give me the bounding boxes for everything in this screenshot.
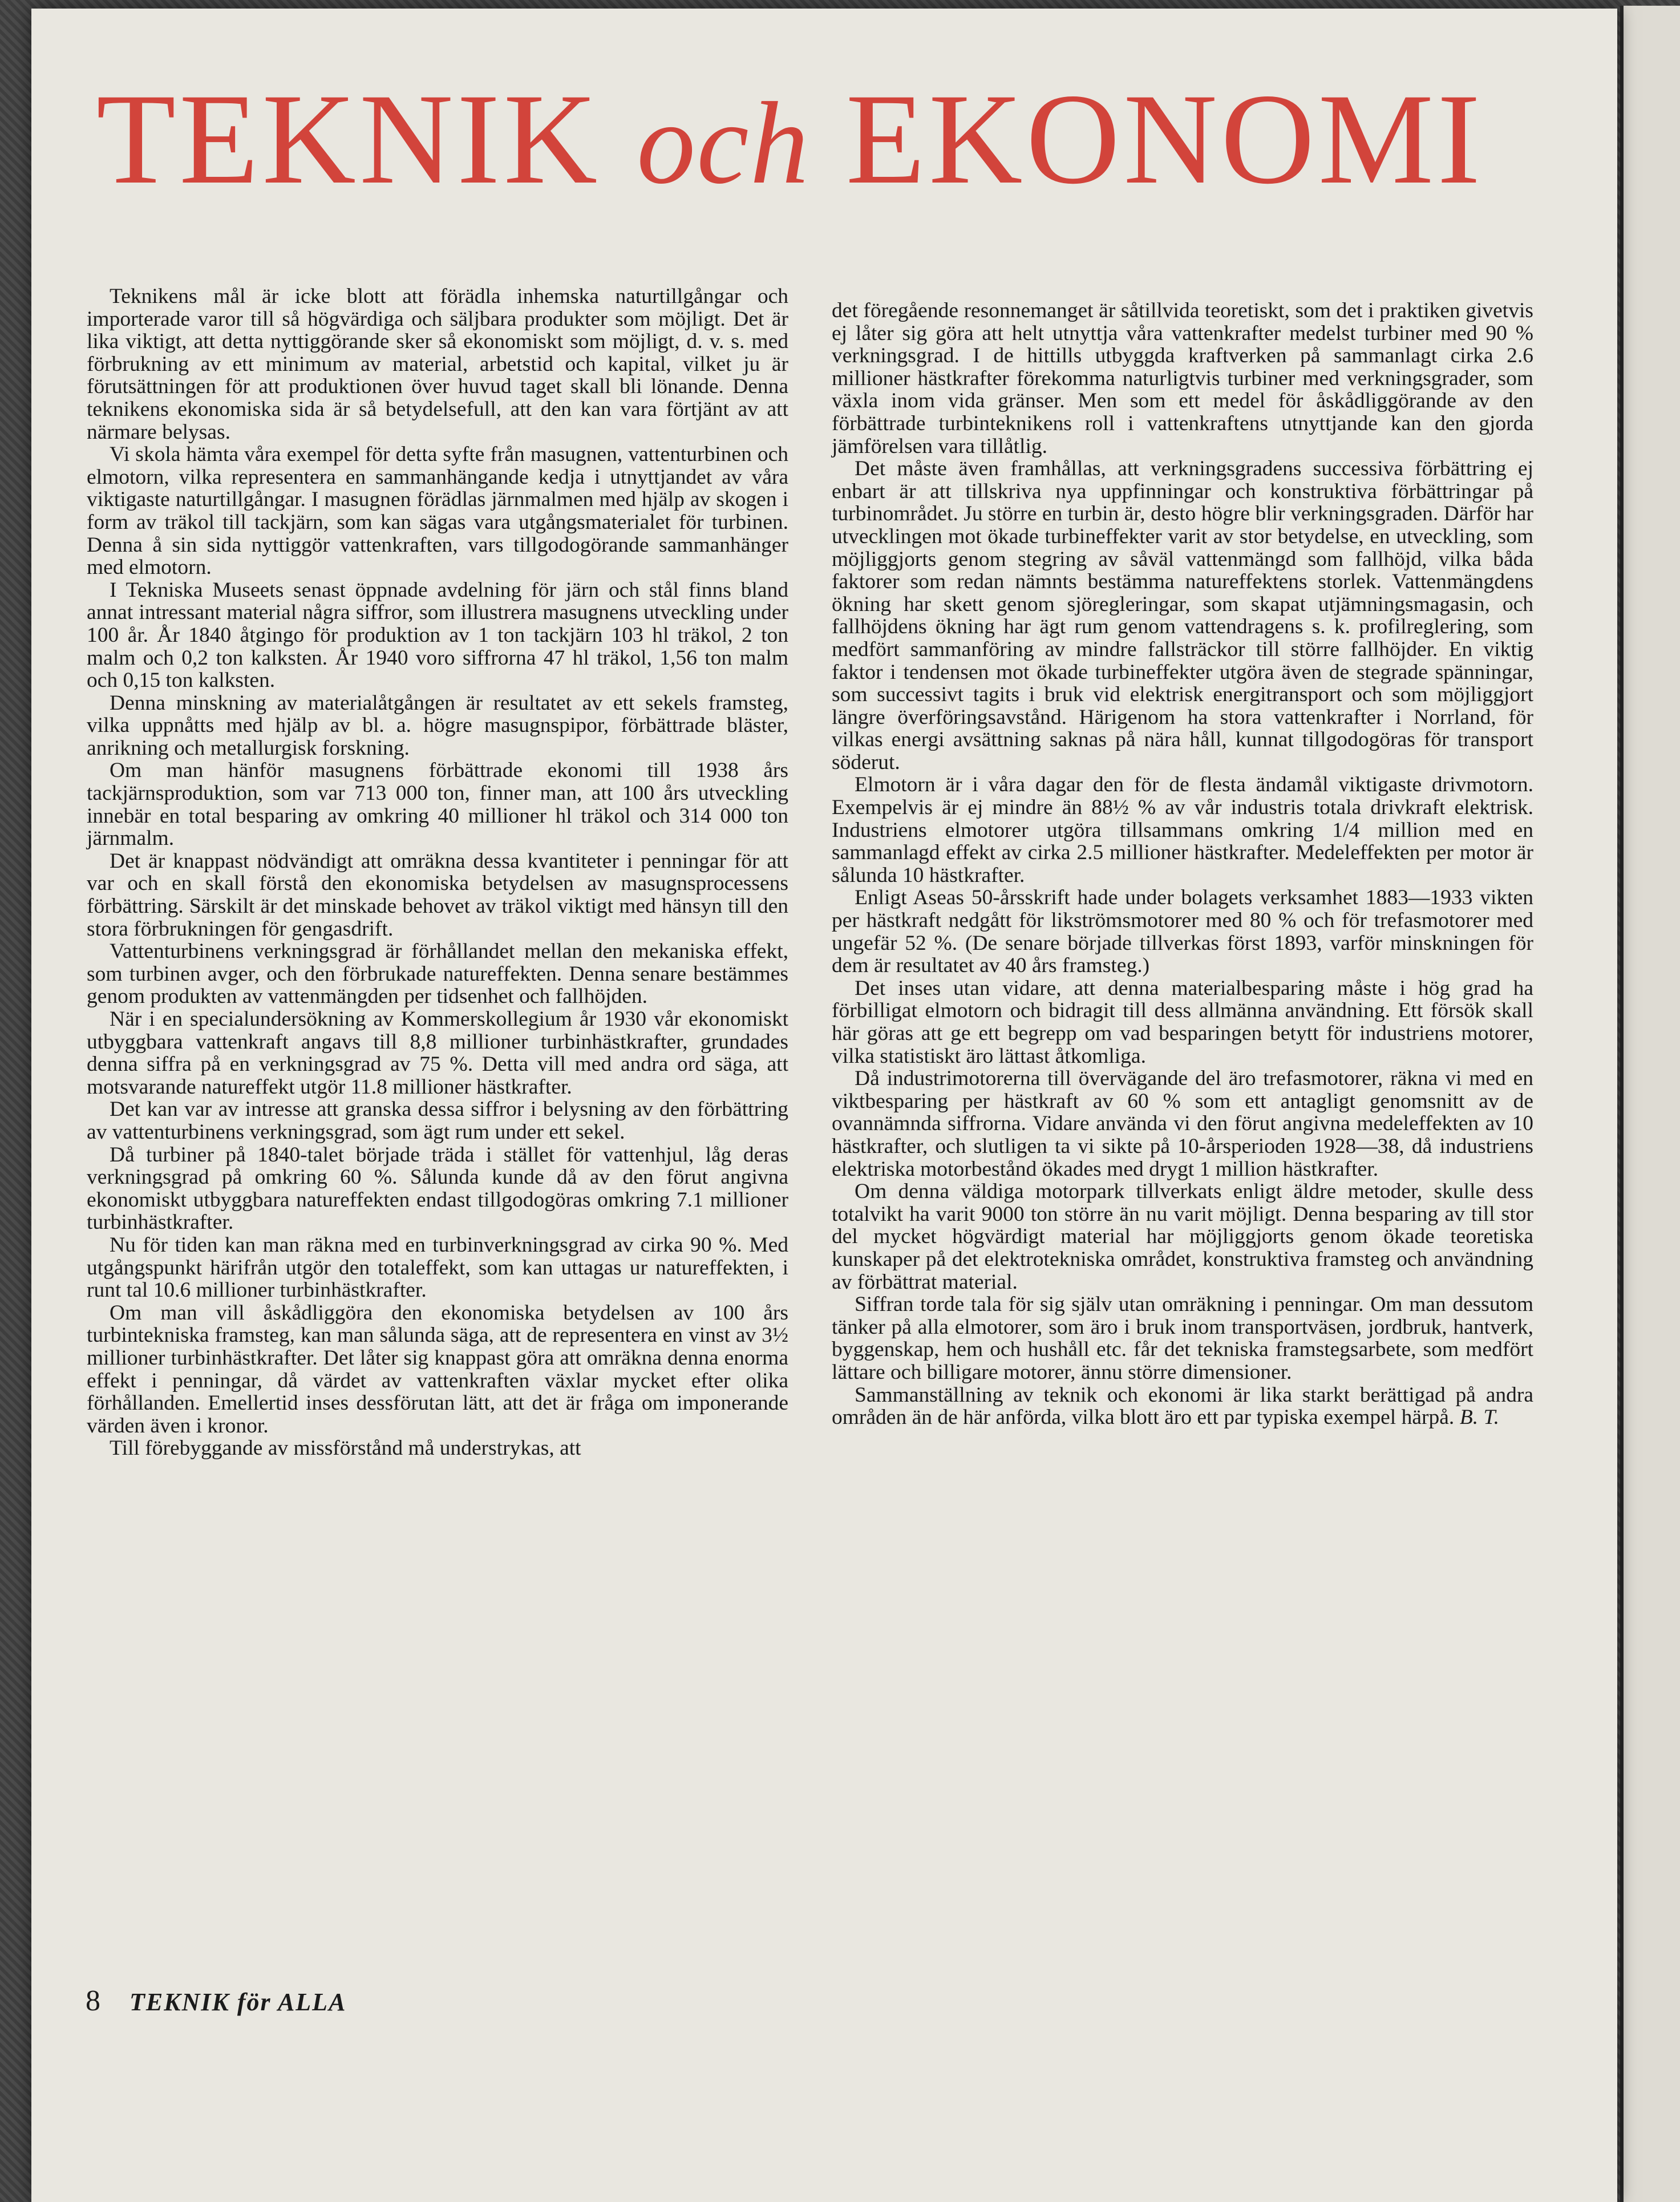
paragraph: Om man vill åskådliggöra den ekonomiska betydelsen av 100 års turbintekniska framsteg, kan man sålunda säga, att de representera en vinst av 3½ millioner turbinhästkrafter. Det låter sig knappast göra att omräkna denna enorma effekt i penningar, då värdet av vattenkraften växlar mycket efter olika förhållanden. Emellertid inses dessförutan lätt, att det är fråga om imponerande värden även i kronor. <box>87 1301 788 1438</box>
author-signature: B. T. <box>1459 1406 1499 1430</box>
paragraph: Nu för tiden kan man räkna med en turbinverkningsgrad av cirka 90 %. Med utgångspunkt härifrån utgör den totaleffekt, som kan uttagas ur natureffekten, i runt tal 10.6 millioner turbinhästkrafter. <box>87 1233 788 1302</box>
paragraph: Om denna väldiga motorpark tillverkats enligt äldre metoder, skulle dess totalvikt ha varit 9000 ton större än nu varit möjligt. Denna besparing av till stor del mycket högvärdigt material har möjliggjorts genom ökade teoretiska kunskaper på det elektrotekniska området, konstruktiva framsteg och användning av förbättrat material. <box>832 1180 1533 1294</box>
paragraph: Det inses utan vidare, att denna materialbesparing måste i hög grad ha förbilligat elmotorn och bidragit till dess allmänna användning. Ett försök skall här göras att ge ett begrepp om vad besparingen betytt för industriens motorer, vilka statistiskt äro lättast åtkomliga. <box>832 976 1533 1068</box>
title-word-teknik: TEKNIK <box>96 67 601 211</box>
paragraph: Då turbiner på 1840-talet började träda i stället för vattenhjul, låg deras verkningsgrad på omkring 60 %. Sålunda kunde då av den förut angivna ekonomiskt utbyggbara natureffekten endast tillgodogöras omkring 7.1 millioner turbinhästkrafter. <box>87 1143 788 1234</box>
paragraph: Det måste även framhållas, att verkningsgradens successiva förbättring ej enbart är att tillskriva nya uppfinningar och konstruktiva förbättringar på turbinområdet. Ju större en turbin är, desto högre blir verkningsgraden. Därför har utvecklingen mot ökade turbineffekter varit av stor betydelse, en utveckling, som möjliggjorts genom stegring av såväl vattenmängd som fallhöjd, vilka båda faktorer som redan nämnts bestämma natureffektens storlek. Vattenmängdens ökning har skett genom sjöregleringar, som skapat utjämningsmagasin, och fallhöjdens ökning har ägt rum genom vattendragens s. k. profilreglering, som medfört sammanföring av mindre fallsträckor till större fallhöjder. En viktig faktor i tendensen mot ökade turbineffekter utgöra även de stegrade spänningar, som successivt tagits i bruk vid elektrisk energitransport och som möjliggjort längre överföringsavstånd. Härigenom ha stora vattenkrafter i Norrland, för vilkas energi avsättning saknas på nära håll, kunnat tillgodogöras för transport söderut. <box>832 457 1533 774</box>
article-title <box>86 67 1495 211</box>
paragraph: Det är knappast nödvändigt att omräkna dessa kvantiteter i penningar för att var och en skall förstå den ekonomiska betydelsen av masugnsprocessens förbättring. Särskilt är det minskade behovet av träkol viktigt med hänsyn till den stora förbrukningen för gengasdrift. <box>87 849 788 941</box>
paragraph: Om man hänför masugnens förbättrade ekonomi till 1938 års tackjärnsproduktion, som var 713 000 ton, finner man, att 100 års utveckling innebär en total besparing av omkring 40 millioner hl träkol och 314 000 ton järnmalm. <box>87 759 788 851</box>
right-column <box>832 299 1533 1429</box>
adjacent-page-edge <box>1620 6 1680 2202</box>
paragraph: Det kan var av intresse att granska dessa siffror i belysning av den förbättring av vattenturbinens verkningsgrad, som ägt rum under ett sekel. <box>87 1098 788 1144</box>
left-column <box>87 285 788 1460</box>
paragraph: Vi skola hämta våra exempel för detta syfte från masugnen, vattenturbinen och elmotorn, vilka representera en sammanhängande kedja i utnyttjandet av våra viktigaste naturtillgångar. I masugnen förädlas järnmalmen med hjälp av skogen i form av träkol till tackjärn, som kan sägas vara utgångsmaterialet för turbinen. Denna å sin sida nyttiggör vattenkraften, vars tillgodogörande sammanhänger med elmotorn. <box>87 443 788 580</box>
paragraph: Till förebyggande av missförstånd må understrykas, att <box>110 1436 581 1460</box>
paragraph: Vattenturbinens verkningsgrad är förhållandet mellan den mekaniska effekt, som turbinen avger, och den förbrukade natureffekten. Denna senare bestämmes genom produkten av vattenmängden per tidsenhet och fallhöjden. <box>87 940 788 1009</box>
paragraph: Elmotorn är i våra dagar den för de flesta ändamål viktigaste drivmotorn. Exempelvis är ej mindre än 88½ % av vår industris totala drivkraft elektrisk. Industriens elmotorer utgöra tillsammans omkring 1/4 million med en sammanlagd effekt av cirka 2.5 millioner hästkrafter. Medeleffekten per motor är sålunda 10 hästkrafter. <box>832 773 1533 887</box>
paragraph: Denna minskning av materialåtgången är resultatet av ett sekels framsteg, vilka uppnåtts med hjälp av bl. a. högre masugnspipor, förbättrade bläster, anrikning och metallurgisk forskning. <box>87 691 788 760</box>
magazine-name: TEKNIK för ALLA <box>129 1988 347 2016</box>
paragraph: Enligt Aseas 50-årsskrift hade under bolagets verksamhet 1883—1933 vikten per hästkraft nedgått för likströmsmotorer med 80 % och för trefasmotorer med ungefär 52 %. (De senare började tillverkas först 1893, varför minskningen för dem är resultatet av 40 års framsteg.) <box>832 886 1533 978</box>
title-word-ekonomi: EKONOMI <box>845 67 1484 211</box>
paragraph: det föregående resonnemanget är såtillvida teoretiskt, som det i praktiken givetvis ej låter sig göra att helt utnyttja våra vattenkrafter medelst turbiner med 90 % verkningsgrad. I de hittills utbyggda kraftverken på sammanlagt cirka 2.6 millioner hästkrafter förekomma naturligtvis turbiner med verkningsgrader, som växla inom vida gränser. Men som ett medel för åskådliggörande av den förbättrade turbinteknikens roll i vattenkraftens utnyttjande kan den gjorda jämförelsen vara tillåtlig. <box>832 299 1533 458</box>
paragraph: I Tekniska Museets senast öppnade avdelning för järn och stål finns bland annat intressant material några siffror, som illustrera masugnens utveckling under 100 år. År 1840 åtgingo för produktion av 1 ton tackjärn 103 hl träkol, 2 ton malm och 0,2 ton kalksten. År 1940 voro siffrorna 47 hl träkol, 1,56 ton malm och 0,15 ton kalksten. <box>87 578 788 693</box>
paragraph: När i en specialundersökning av Kommerskollegium år 1930 vår ekonomiskt utbyggbara vattenkraft angavs till 8,8 millioner turbinhästkrafter, grundades denna siffra på en verkningsgrad av 75 %. Detta vill med andra ord säga, att motsvarande natureffekt utgör 11.8 millioner hästkrafter. <box>87 1007 788 1099</box>
paragraph: Teknikens mål är icke blott att förädla inhemska naturtillgångar och importerade varor till så högvärdiga och säljbara produkter som möjligt. Det är lika viktigt, att detta nyttiggörande sker så ekonomiskt som möjligt, d. v. s. med förbrukning av ett minimum av material, arbetstid och kapital, vilket ju är förutsättningen för att produktionen över huvud taget skall bli lönande. Denna teknikens ekonomiska sida är så betydelsefull, att den kan vara förtjänt av att närmare belysas. <box>87 285 788 444</box>
paragraph: Sammanställning av teknik och ekonomi är lika starkt berättigad på andra områden än de här anförda, vilka blott äro ett par typiska exempel härpå. <box>832 1383 1533 1430</box>
title-word-och: och <box>637 78 810 208</box>
paragraph: Siffran torde tala för sig själv utan omräkning i penningar. Om man dessutom tänker på alla elmotorer, som äro i bruk inom transportväsen, jordbruk, hantverk, byggenskap, hem och hushåll etc. får det tekniska framstegsarbete, som medfört lättare och billigare motorer, ännu större dimensioner. <box>832 1293 1533 1384</box>
paragraph: Då industrimotorerna till övervägande del äro trefasmotorer, räkna vi med en viktbesparing per hästkraft av 60 % som ett antagligt genomsnitt av de ovannämnda siffrorna. Vidare använda vi den förut angivna medeleffekten av 10 hästkrafter, och slutligen ta vi sikte på 10-årsperioden 1928—38, då industriens elektriska motorbestånd ökades med drygt 1 million hästkrafter. <box>832 1067 1533 1181</box>
page-number: 8 <box>86 1985 100 2017</box>
page-footer <box>86 1984 346 2018</box>
